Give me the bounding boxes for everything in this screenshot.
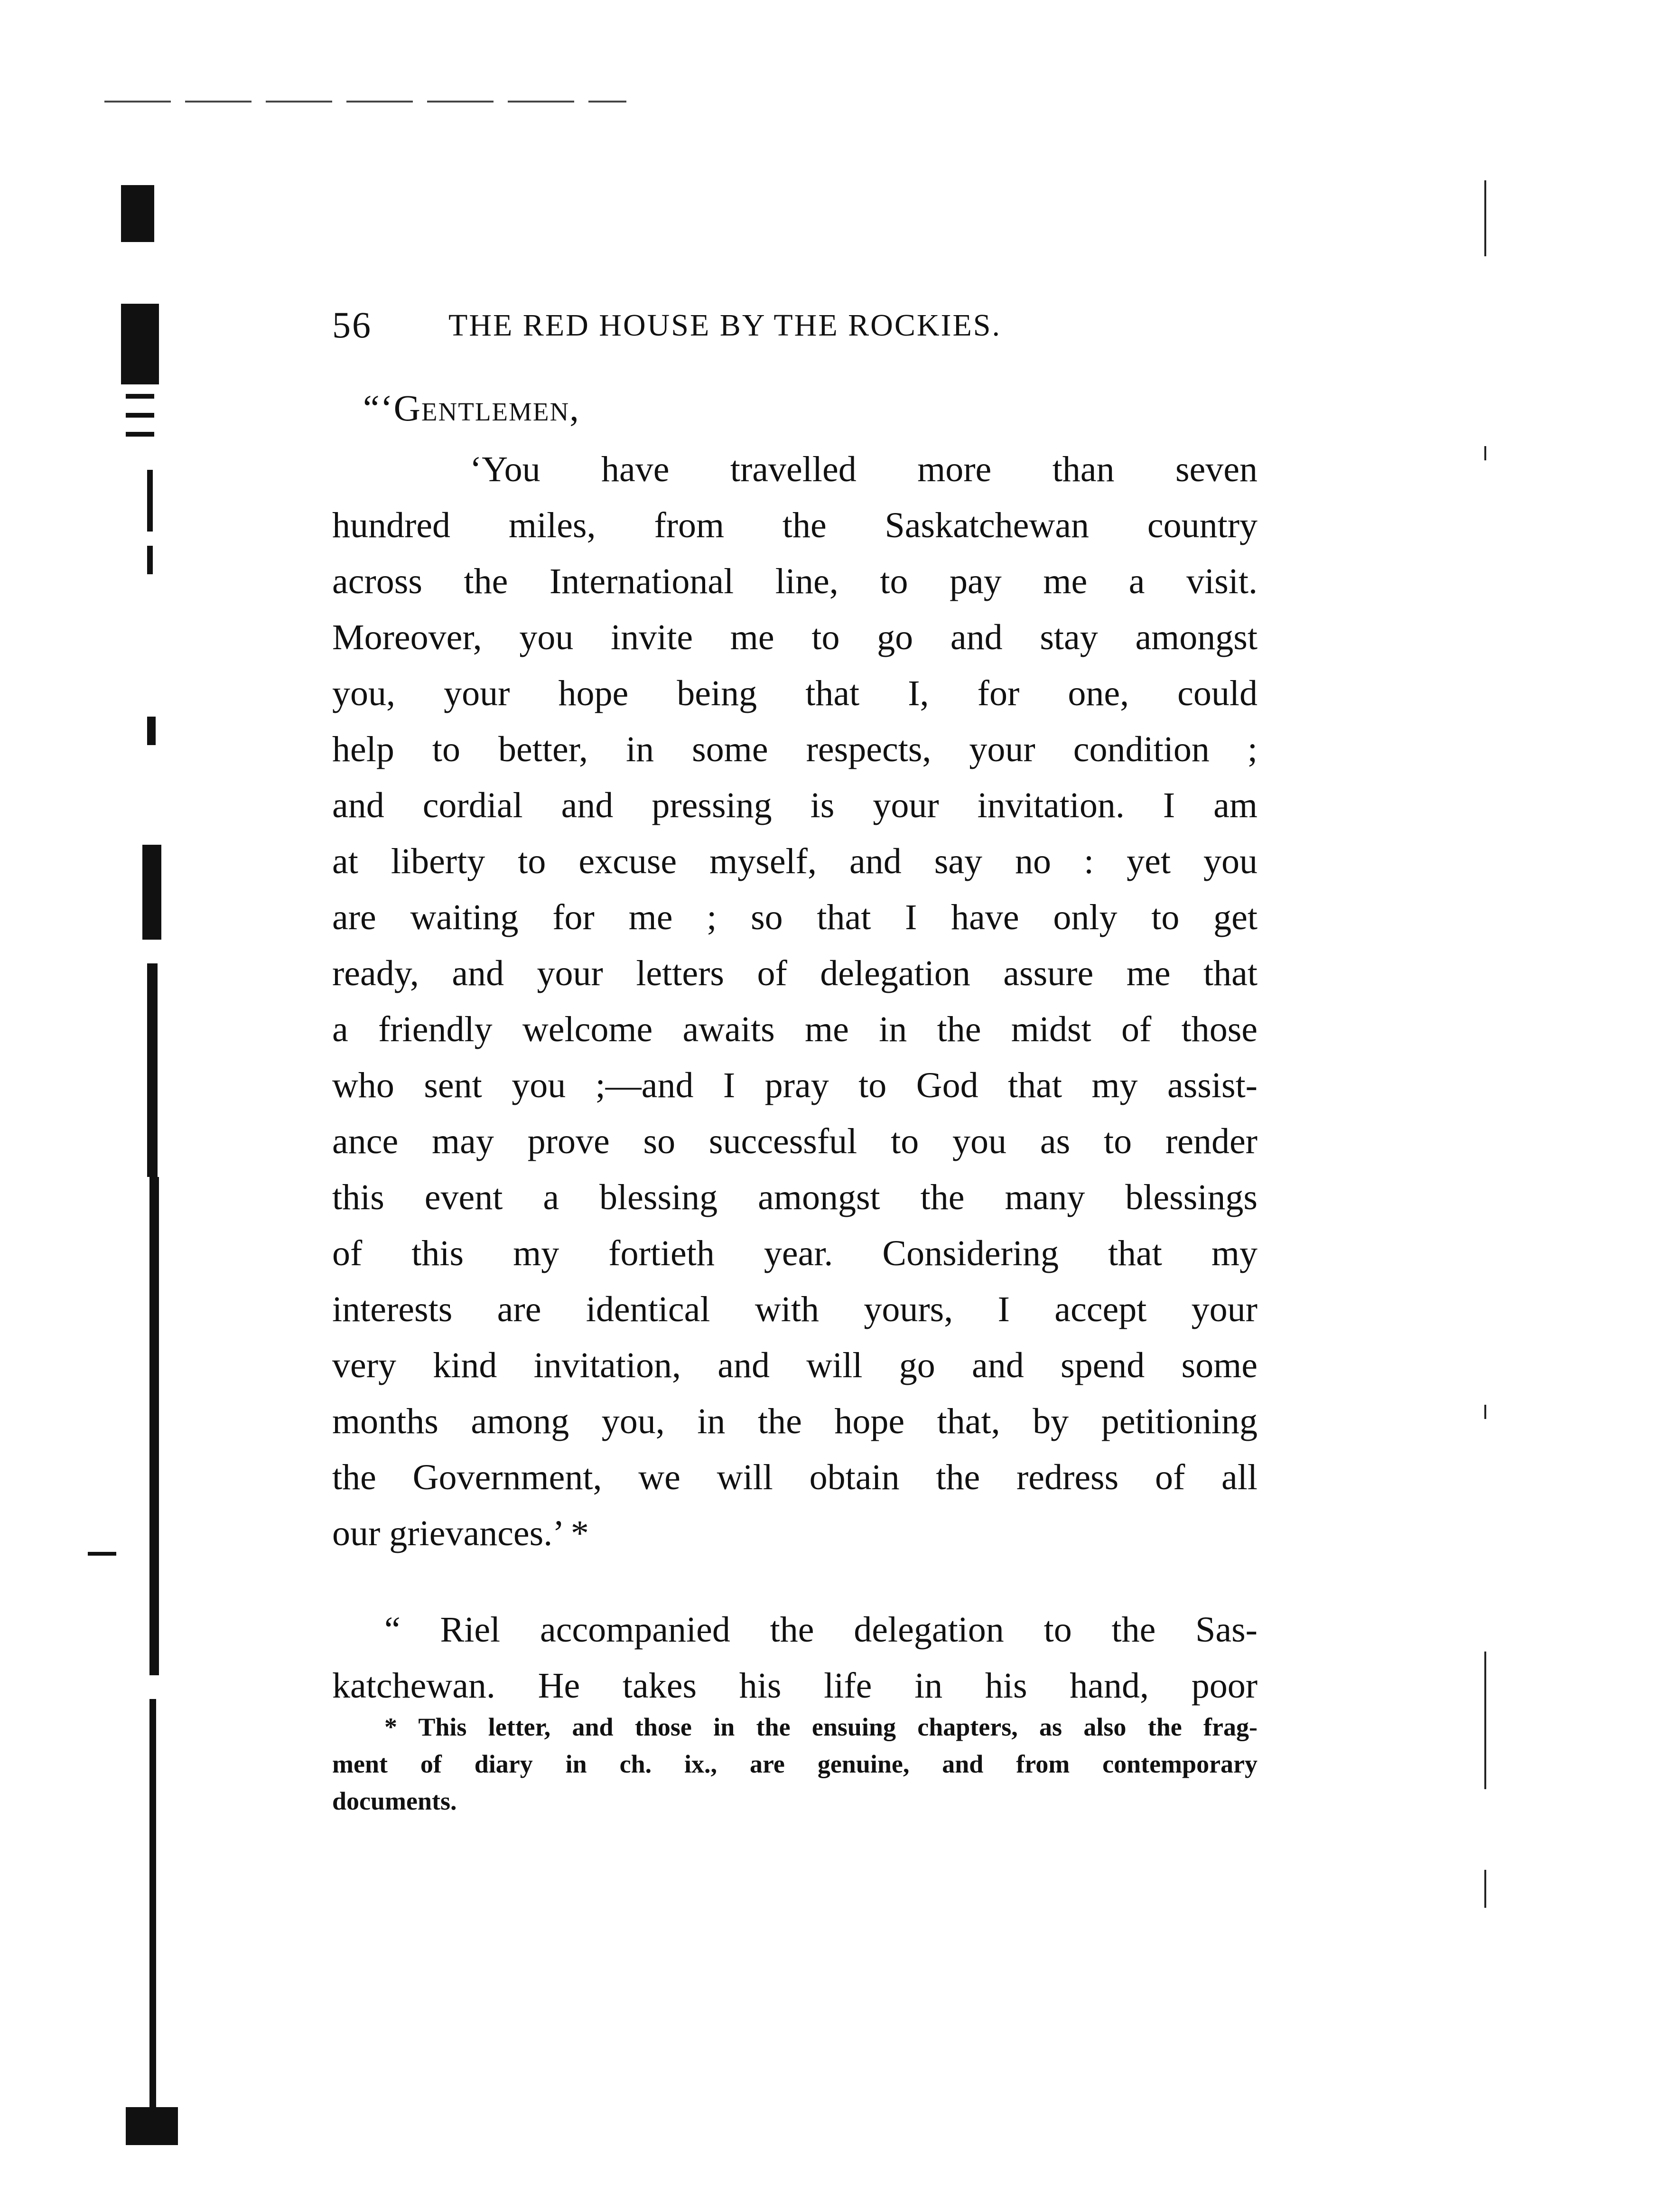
text-line: you, your hope being that I, for one, could xyxy=(332,673,1258,713)
page-number: 56 xyxy=(332,304,372,345)
text-line: and cordial and pressing is your invitation. I am xyxy=(332,785,1258,825)
footnote-line: ment of diary in ch. ix., are genuine, and from contemporary xyxy=(332,1750,1258,1778)
text-line: who sent you ;—and I pray to God that my assist- xyxy=(332,1065,1258,1105)
text-line: are waiting for me ; so that I have only to get xyxy=(332,897,1258,937)
text-line: the Government, we will obtain the redress of all xyxy=(332,1457,1258,1497)
footnote-line: documents. xyxy=(332,1787,457,1815)
text-line: ready, and your letters of delegation assure me that xyxy=(332,953,1258,993)
text-line: “ Riel accompanied the delegation to the Sas- xyxy=(384,1610,1258,1650)
text-line: of this my fortieth year. Considering that my xyxy=(332,1233,1258,1273)
text-line: katchewan. He takes his life in his hand, poor xyxy=(332,1666,1258,1706)
binding-edge-artifact xyxy=(121,157,173,2145)
text-line: months among you, in the hope that, by petitioning xyxy=(332,1401,1258,1441)
text-line: at liberty to excuse myself, and say no : yet you xyxy=(332,841,1258,881)
text-line: this event a blessing amongst the many blessings xyxy=(332,1177,1258,1217)
letter-salutation xyxy=(363,387,580,429)
salutation-text: “‘Gentlemen, xyxy=(363,387,580,429)
text-line: Moreover, you invite me to go and stay amongst xyxy=(332,617,1258,657)
text-line: hundred miles, from the Saskatchewan country xyxy=(332,505,1258,545)
running-title: THE RED HOUSE BY THE ROCKIES. xyxy=(448,308,1002,343)
text-line: a friendly welcome awaits me in the midst of those xyxy=(332,1009,1258,1049)
footnote xyxy=(332,1708,1258,1820)
footnote-line: * This letter, and those in the ensuing chapters, as also the frag- xyxy=(384,1713,1258,1741)
text-line: very kind invitation, and will go and spend some xyxy=(332,1345,1258,1385)
text-line: ‘You have travelled more than seven xyxy=(470,449,1258,489)
text-line: our grievances.’ * xyxy=(332,1513,589,1553)
scan-edge-line xyxy=(104,101,626,103)
text-line: ance may prove so successful to you as to render xyxy=(332,1121,1258,1161)
text-line: interests are identical with yours, I accept your xyxy=(332,1289,1258,1329)
text-line: across the International line, to pay me a visit. xyxy=(332,561,1258,601)
text-line: help to better, in some respects, your condition ; xyxy=(332,729,1258,769)
right-edge-artifact xyxy=(1481,180,1495,2079)
running-head xyxy=(332,304,1258,356)
